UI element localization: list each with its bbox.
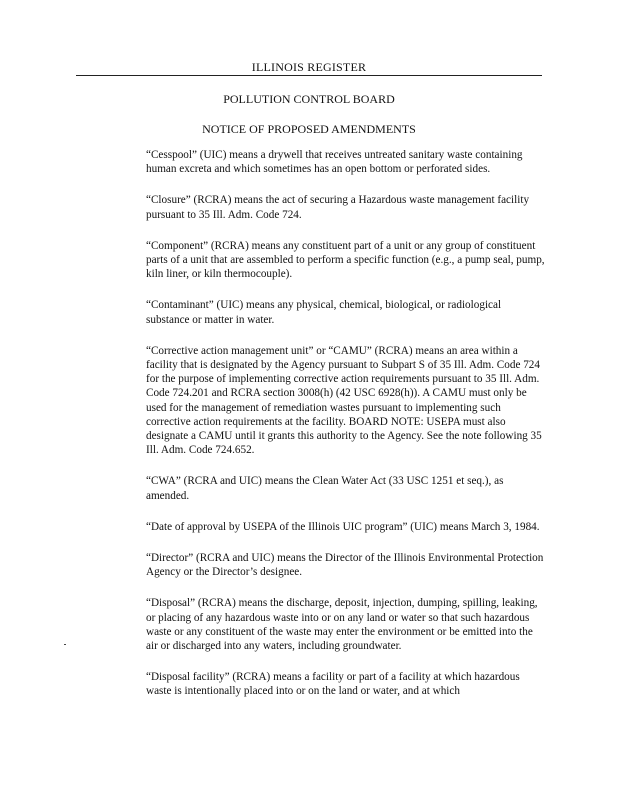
notice-title: NOTICE OF PROPOSED AMENDMENTS <box>202 122 416 136</box>
board-title: POLLUTION CONTROL BOARD <box>223 92 395 106</box>
definition-disposal-facility: “Disposal facility” (RCRA) means a facility or part of a facility at which hazardous waste is intentionally placed into or on the land or water, and at which <box>146 671 520 698</box>
scan-speck <box>64 644 66 645</box>
header-rule <box>76 75 542 76</box>
definition-contaminant: “Contaminant” (UIC) means any physical, chemical, biological, or radiological substance or matter in water. <box>146 299 502 326</box>
definition-camu: “Corrective action management unit” or “CAMU” (RCRA) means an area within a facility that is designated by the Agency pursuant to Subpart S of 35 Ill. Adm. Code 724 for the purpose of implementing corrective action requirements pursuant to 35 Ill. Adm. Code 724.201 and RCRA section 3008(h) (42 USC 6928(h)). A CAMU must only be used for the management of remediation wastes pursuant to implementing such corrective action requirements at the facility. BOARD NOTE: USEPA must also designate a CAMU until it grants this authority to the Agency. See the note following 35 Ill. Adm. Code 724.652. <box>146 344 542 457</box>
definition-disposal: “Disposal” (RCRA) means the discharge, deposit, injection, dumping, spilling, leaking, or placing of any hazardous waste into or on any land or water so that such hazardous waste or any constituent of the waste may enter the environment or be emitted into the air or discharged into any waters, including groundwater. <box>146 597 538 653</box>
definition-director: “Director” (RCRA and UIC) means the Director of the Illinois Environmental Protection Agency or the Director’s designee. <box>146 552 544 579</box>
definition-date-of-approval: “Date of approval by USEPA of the Illinois UIC program” (UIC) means March 3, 1984. <box>146 520 540 533</box>
definitions-body <box>146 148 546 716</box>
definition-component: “Component” (RCRA) means any constituent part of a unit or any group of constituent parts of a unit that are assembled to perform a specific function (e.g., a pump seal, pump, kiln liner, or kiln thermocouple). <box>146 239 545 281</box>
definition-cwa: “CWA” (RCRA and UIC) means the Clean Water Act (33 USC 1251 et seq.), as amended. <box>146 475 504 502</box>
definition-closure: “Closure” (RCRA) means the act of securing a Hazardous waste management facility pursuant to 35 Ill. Adm. Code 724. <box>146 194 530 221</box>
register-title: ILLINOIS REGISTER <box>251 60 367 74</box>
definition-cesspool: “Cesspool” (UIC) means a drywell that receives untreated sanitary waste containing human excreta and which sometimes has an open bottom or perforated sides. <box>146 149 523 176</box>
